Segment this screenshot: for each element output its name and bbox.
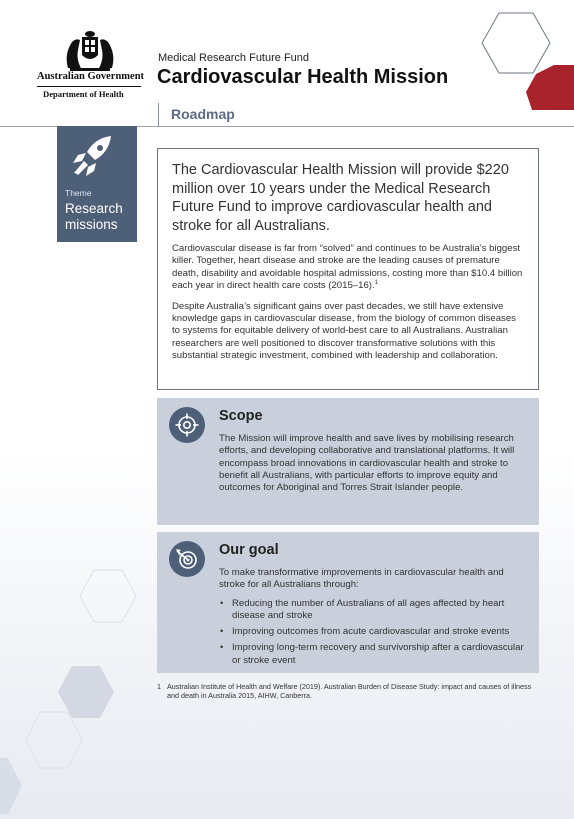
- theme-title: Research missions: [65, 201, 123, 232]
- footnote-reference: 1: [374, 280, 378, 287]
- government-divider: [37, 86, 141, 87]
- list-item: • Improving outcomes from acute cardiovascular and stroke events: [219, 626, 527, 638]
- target-arrow-icon: [175, 547, 199, 571]
- goal-title: Our goal: [219, 542, 279, 558]
- intro-lead: The Cardiovascular Health Mission will provide $220 million over 10 years under the Medical Research Future Fund to improve cardiovascular health and stroke for all Australians.: [172, 162, 509, 234]
- hexagon-pattern-icon: [0, 560, 160, 819]
- section-label: Roadmap: [171, 106, 235, 122]
- theme-label: Theme: [65, 188, 92, 198]
- footnote-text: Australian Institute of Health and Welfare (2019). Australian Burden of Disease Study: impact and causes of illness and death in Australia 2015, AIHW, Canberra.: [167, 682, 532, 700]
- page-title: Cardiovascular Health Mission: [157, 66, 449, 88]
- section-marker: [158, 103, 159, 127]
- goal-text: [219, 567, 527, 671]
- scope-panel: [157, 398, 539, 525]
- scope-title: Scope: [219, 408, 263, 424]
- goal-panel: [157, 532, 539, 673]
- footnote-number: 1: [157, 682, 161, 691]
- footnote: [157, 682, 535, 700]
- list-item: • Reducing the number of Australians of all ages affected by heart disease and stroke: [219, 598, 527, 623]
- intro-box: [157, 148, 539, 390]
- goal-intro: To make transformative improvements in cardiovascular health and stroke for all Australians through:: [219, 567, 504, 591]
- fund-name: Medical Research Future Fund: [158, 52, 310, 64]
- coat-of-arms-icon: [60, 28, 120, 74]
- hexagon-decoration-icon: [470, 10, 574, 110]
- goal-list: [219, 598, 527, 667]
- department-name: Department of Health: [43, 89, 124, 99]
- list-item: • Improving long-term recovery and survivorship after a cardiovascular or stroke event: [219, 642, 527, 667]
- theme-tile: [57, 126, 137, 242]
- intro-paragraph-1: Cardiovascular disease is far from “solved” and continues to be Australia’s biggest killer. Together, heart disease and stroke are the leading causes of premature death, disability and avoidable hospital admissions, costing more than $10.4 billion each year in direct health care costs (2015–16).$^1$: [172, 243, 523, 292]
- crosshair-icon: [175, 413, 199, 437]
- intro-paragraph-2: Despite Australia’s significant gains over past decades, we still have extensive knowledge gaps in cardiovascular disease, from the biology of common diseases to systems for equitable delivery of world-best care to all Australians. Australian researchers are well positioned to discover transformative solutions with this substantial strategic investment, combined with leadership and collaboration.: [172, 300, 516, 362]
- goal-icon-badge: [169, 541, 205, 577]
- government-name: Australian Government: [37, 71, 145, 82]
- scope-icon-badge: [169, 407, 205, 443]
- scope-text: The Mission will improve health and save lives by mobilising research efforts, and developing collaborative and translational platforms. It will encompass broad innovations in cardiovascular health and stroke to benefit all Australians, with particular efforts to improve equity and outcomes for Aboriginal and Torres Strait Islander people.: [219, 433, 515, 494]
- rocket-icon: [71, 134, 115, 180]
